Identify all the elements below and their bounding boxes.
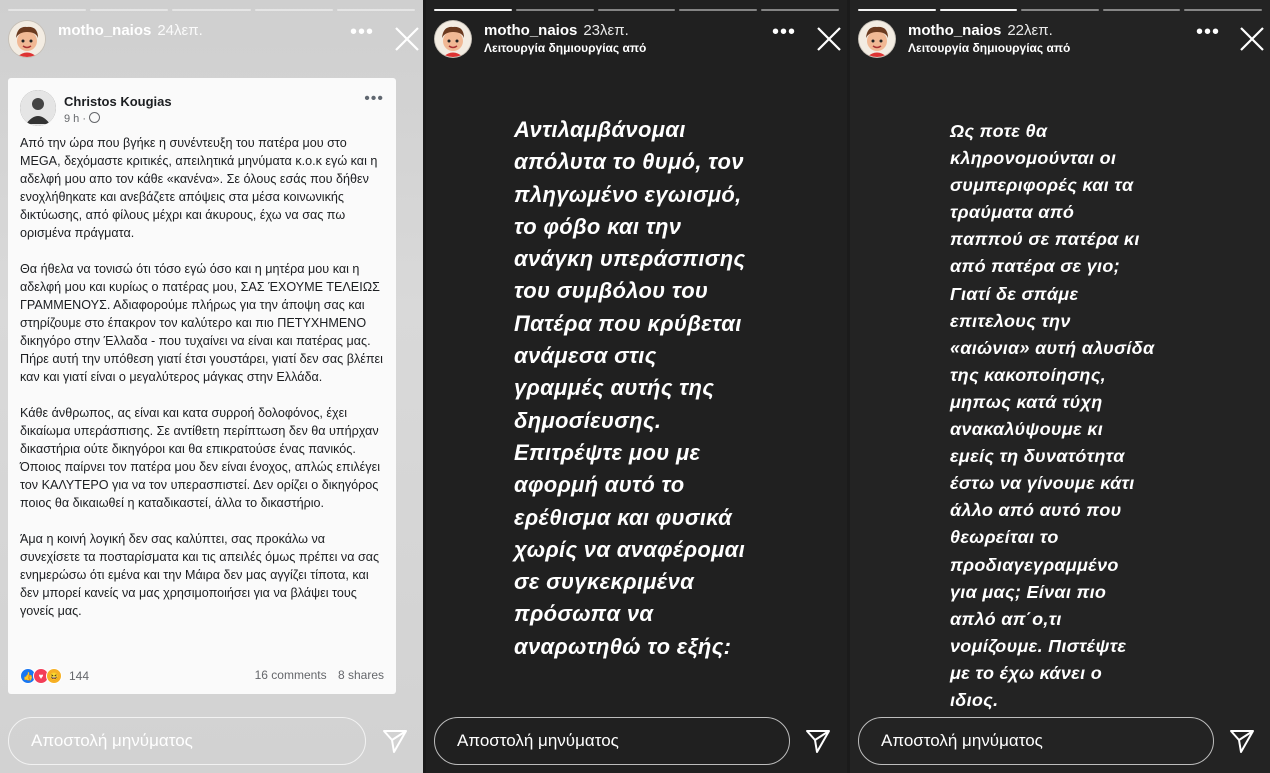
post-body (20, 134, 386, 638)
progress-segment (761, 9, 839, 11)
story-progress-bar (858, 9, 1262, 11)
story-time: 24λεπ. (157, 22, 203, 39)
story-text-line: απλό απ΄ο,τι (950, 608, 1062, 629)
reactions (20, 668, 89, 684)
story-text-line: ανακαλύψουμε κι (950, 419, 1104, 440)
more-options-icon[interactable]: ••• (1196, 21, 1221, 43)
story-username[interactable]: motho_naios 23λεπ. (484, 22, 629, 39)
post-paragraph: Άμα η κοινή λογική δεν σας καλύπτει, σας προκάλω να συνεχίσετε τα ποσταρίσματα και τις απειλές όμως πρέπει να σας ενημερώσω ότι εμένα και την Μάιρα δεν μας αγγίζει τίποτα, και δεν μπορεί κανείς να μας χρησιμοποιήσει για να βλάψει τους γονείς μας. (20, 532, 380, 618)
more-options-icon[interactable]: ••• (772, 21, 797, 43)
post-paragraph: Κάθε άνθρωπος, ας είναι και κατα συρροή δολοφόνος, έχει δικαίωμα υπεράσπισης. Σε αντίθετη περίπτωση δεν θα υπήρχαν δικαστήρια ούτε δικηγόροι και θα επικρατούσε ένας πανικός. Όποιος παίρνει τον πατέρα μου δεν είναι ένοχος, απλώς επιλέγει τον ΚΑΛΥΤΕΡΟ για να τον υπερασπιστεί. Δεν ορίζει ο δικηγόρος ποιος θα δικαιωθεί η καταδικαστεί, άλλα το δικαστήριο. (20, 406, 380, 510)
reply-placeholder: Αποστολή μηνύματος (457, 731, 619, 750)
send-message-input[interactable] (434, 717, 790, 765)
post-footer (20, 668, 384, 686)
story-text-line: έστω να γίνουμε κάτι (950, 473, 1135, 494)
send-message-input[interactable] (858, 717, 1214, 765)
story-text-line: επιτελους την (950, 310, 1071, 331)
progress-segment (858, 9, 936, 11)
shares-count: 8 shares (337, 668, 384, 682)
story-subtitle: Λειτουργία δημιουργίας από (908, 41, 1071, 55)
story-text-line: γραμμές αυτής της (514, 375, 715, 401)
story-text-line: χωρίς να αναφέρομαι (514, 536, 746, 562)
story-text-line: πρόσωπα να (514, 601, 654, 627)
close-icon[interactable] (816, 26, 842, 52)
story-text-line: «αιώνια» αυτή αλυσίδα (950, 337, 1155, 358)
progress-segment (8, 9, 86, 11)
post-author-avatar (20, 90, 56, 126)
progress-segment (90, 9, 168, 11)
story-username[interactable]: motho_naios 22λεπ. (908, 22, 1053, 39)
story-progress-bar (8, 9, 415, 11)
send-icon[interactable] (1228, 727, 1256, 755)
story-text-line: Επιτρέψτε μου με (514, 439, 701, 465)
haha-icon: 😆 (46, 668, 62, 684)
story-text-line: σε συγκεκριμένα (514, 569, 695, 595)
story-text-line: αναρωτηθώ το εξής: (514, 633, 732, 659)
story-text-line: θεωρείται το (950, 527, 1059, 548)
story-text-line: ιδιος. (950, 689, 999, 710)
story-time: 23λεπ. (583, 22, 629, 39)
post-author-name: Christos Kougias (64, 94, 172, 109)
progress-segment (679, 9, 757, 11)
send-icon[interactable] (381, 727, 409, 755)
progress-segment (434, 9, 512, 11)
story-text-line: για μας; Είναι πιο (950, 581, 1107, 602)
reply-placeholder: Αποστολή μηνύματος (31, 731, 193, 750)
close-icon[interactable] (394, 26, 420, 52)
story-subtitle: Λειτουργία δημιουργίας από (484, 41, 647, 55)
story-header (858, 20, 1262, 60)
story-header (8, 20, 415, 60)
story-text-line: με το έχω κάνει ο (950, 662, 1102, 683)
progress-segment (1021, 9, 1099, 11)
avatar[interactable] (858, 20, 896, 58)
progress-segment (172, 9, 250, 11)
progress-segment (598, 9, 676, 11)
progress-segment (255, 9, 333, 11)
story-text-line: συμπεριφορές και τα (950, 175, 1134, 196)
story-text-line: νομίζουμε. Πιστέψτε (950, 635, 1127, 656)
comments-count: 16 comments (254, 668, 327, 682)
story-text-line: Πατέρα που κρύβεται (514, 310, 742, 336)
post-paragraph: Από την ώρα που βγήκε η συνέντευξη του πατέρα μου στο MEGA, δεχόμαστε κριτικές, απειλητικά μηνύματα κ.ο.κ εγώ και η αδελφή μου απο τον κάθε «κανένα». Σε όλους εσάς που δήθεν ενοχλήθηκατε και ανεβάζετε απόψεις στα μέσα κοινωνικής δικτύωσης, από φίλους μέχρι και άκυρους, έχω να σας πω ορισμένα πράγματα. (20, 136, 378, 240)
story-text-line: άλλο από αυτό που (950, 500, 1122, 521)
progress-segment (337, 9, 415, 11)
story-text-line: της κακοποίησης, (950, 364, 1106, 385)
progress-segment (940, 9, 1018, 11)
story-text (950, 118, 1154, 714)
story-text-line: δημοσίευσης. (514, 407, 662, 433)
story-text-line: ανάγκη υπεράσπισης (514, 246, 746, 272)
avatar[interactable] (434, 20, 472, 58)
story-panel-2[interactable] (426, 0, 847, 773)
close-icon[interactable] (1239, 26, 1265, 52)
story-text-line: μηπως κατά τύχη (950, 391, 1103, 412)
progress-segment (1184, 9, 1262, 11)
send-icon[interactable] (804, 727, 832, 755)
story-header (434, 20, 839, 60)
like-icon: 👍 (20, 668, 36, 684)
facebook-post-card (8, 78, 396, 694)
story-text-line: Αντιλαμβάνομαι (514, 117, 686, 142)
story-text (514, 114, 745, 663)
story-text-line: τραύματα από (950, 202, 1075, 223)
story-username[interactable]: motho_naios 24λεπ. (58, 22, 203, 39)
story-text-line: πληγωμένο εγωισμό, (514, 181, 742, 207)
story-text-line: ανάμεσα στις (514, 343, 657, 369)
post-more-icon: ••• (364, 90, 384, 107)
send-message-input[interactable] (8, 717, 366, 765)
reply-placeholder: Αποστολή μηνύματος (881, 731, 1043, 750)
progress-segment (1103, 9, 1181, 11)
globe-icon (89, 112, 100, 123)
story-text-line: από πατέρα σε γιο; (950, 256, 1120, 277)
story-panel-1[interactable] (0, 0, 423, 773)
post-paragraph: Θα ήθελα να τονισώ ότι τόσο εγώ όσο και η μητέρα μου και η αδελφή μου και κυρίως ο πατέρας μου, ΣΑΣ ΈΧΟΥΜΕ ΤΕΛΕΙΩΣ ΓΡΑΜΜΕΝΟΥΣ. Αδιαφορούμε πλήρως για την άποψη σας και στηρίζουμε στο έπακρον τον καλύτερο και πιο ΠΕΤΥΧΗΜΕΝΟ δικηγόρο στην Έλλαδα - που τυχαίνει να είναι και πατέρας μας. Πήρε αυτή την υπόθεση γιατί έτσι γουστάρει, γιατί δεν σας βλέπει καν και γιατί είναι ο μεγαλύτερος μάγκας στην Ελλάδα. (20, 262, 383, 384)
story-text-line: απόλυτα το θυμό, τον (514, 149, 744, 175)
story-time: 22λεπ. (1007, 22, 1053, 39)
post-stats (247, 668, 384, 682)
story-text-line: κληρονομούνται οι (950, 148, 1117, 169)
story-text-line: αφορμή αυτό το (514, 472, 685, 498)
reaction-count: 144 (69, 669, 90, 683)
progress-segment (516, 9, 594, 11)
story-text-line: ερέθισμα και φυσικά (514, 504, 733, 530)
story-panel-3[interactable] (850, 0, 1270, 773)
story-text-line: του συμβόλου του (514, 278, 709, 304)
love-icon: ♥ (33, 668, 49, 684)
more-options-icon[interactable]: ••• (350, 21, 375, 43)
story-text-line: το φόβο και την (514, 213, 682, 239)
story-text-line: Γιατί δε σπάμε (950, 283, 1079, 304)
story-progress-bar (434, 9, 839, 11)
story-text-line: παππού σε πατέρα κι (950, 229, 1140, 250)
story-text-line: προδιαγεγραμμένο (950, 554, 1119, 575)
story-text-line: εμείς τη δυνατότητα (950, 446, 1125, 467)
post-time: 9 h · (64, 112, 100, 125)
story-text-line: Ως ποτε θα (950, 121, 1048, 141)
avatar[interactable] (8, 20, 46, 58)
